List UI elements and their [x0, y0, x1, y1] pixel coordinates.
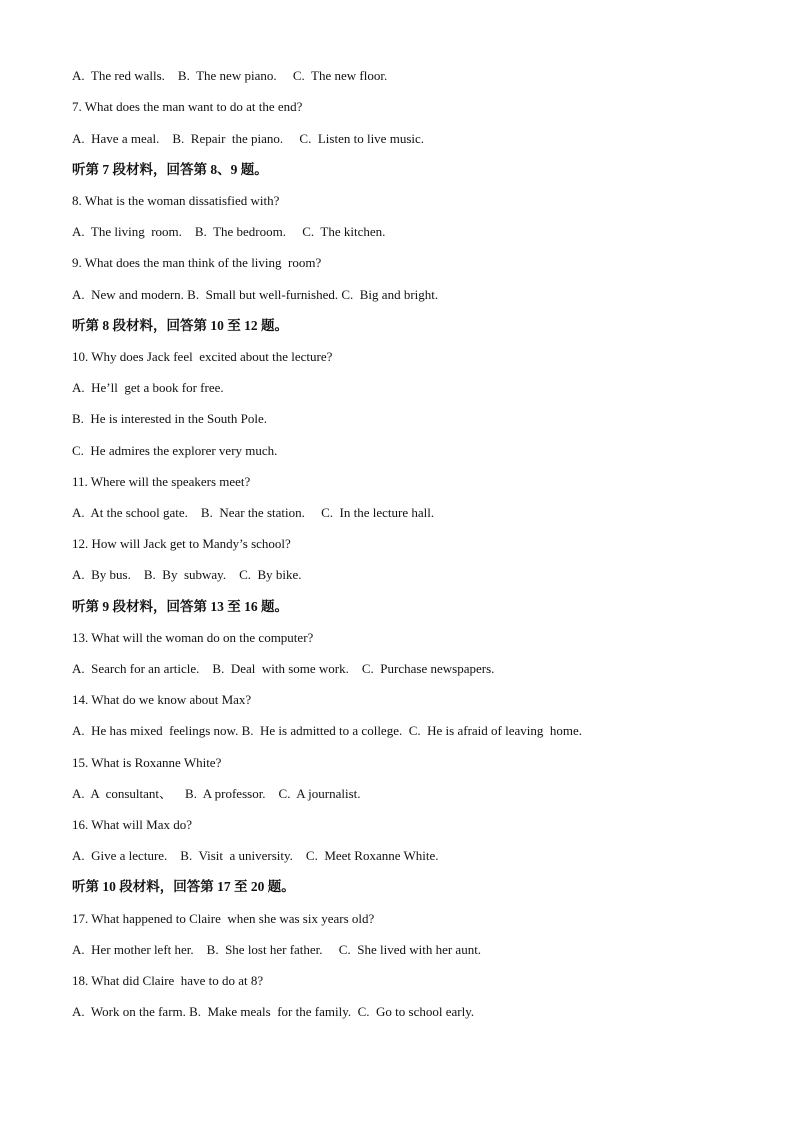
question-13: 13. What will the woman do on the computer?: [72, 630, 314, 645]
option-line-q6: A. The red walls. B. The new piano. C. The new floor.: [72, 68, 388, 83]
option-line-q13: A. Search for an article. B. Deal with some work. C. Purchase newspapers.: [72, 661, 495, 676]
option-line-q9: A. New and modern. B. Small but well-furnished. C. Big and bright.: [72, 287, 439, 302]
question-9: 9. What does the man think of the living room?: [72, 255, 322, 270]
option-line-q14: A. He has mixed feelings now. B. He is admitted to a college. C. He is afraid of leaving home.: [72, 723, 583, 738]
section-heading-9: 听第 9 段材料，回答第 13 至 16 题。: [72, 599, 288, 614]
section-heading-7: 听第 7 段材料，回答第 8、9 题。: [72, 162, 268, 177]
option-line-q8: A. The living room. B. The bedroom. C. The kitchen.: [72, 224, 386, 239]
section-heading-10: 听第 10 段材料，回答第 17 至 20 题。: [72, 879, 295, 894]
question-14: 14. What do we know about Max?: [72, 692, 252, 707]
option-line-q15: A. A consultant、 B. A professor. C. A journalist.: [72, 786, 361, 801]
option-line-q18: A. Work on the farm. B. Make meals for the family. C. Go to school early.: [72, 1004, 475, 1019]
question-18: 18. What did Claire have to do at 8?: [72, 973, 264, 988]
question-10: 10. Why does Jack feel excited about the lecture?: [72, 349, 333, 364]
option-line-q11: A. At the school gate. B. Near the station. C. In the lecture hall.: [72, 505, 435, 520]
question-15: 15. What is Roxanne White?: [72, 755, 222, 770]
option-line-q7: A. Have a meal. B. Repair the piano. C. Listen to live music.: [72, 131, 425, 146]
option-q10-a: A. He’ll get a book for free.: [72, 380, 224, 395]
question-11: 11. Where will the speakers meet?: [72, 474, 251, 489]
option-line-q17: A. Her mother left her. B. She lost her father. C. She lived with her aunt.: [72, 942, 482, 957]
option-line-q12: A. By bus. B. By subway. C. By bike.: [72, 567, 302, 582]
option-line-q16: A. Give a lecture. B. Visit a university. C. Meet Roxanne White.: [72, 848, 439, 863]
question-8: 8. What is the woman dissatisfied with?: [72, 193, 280, 208]
section-heading-8: 听第 8 段材料，回答第 10 至 12 题。: [72, 318, 288, 333]
question-17: 17. What happened to Claire when she was six years old?: [72, 911, 375, 926]
question-7: 7. What does the man want to do at the end?: [72, 99, 303, 114]
question-12: 12. How will Jack get to Mandy’s school?: [72, 536, 291, 551]
option-q10-c: C. He admires the explorer very much.: [72, 443, 278, 458]
question-16: 16. What will Max do?: [72, 817, 192, 832]
option-q10-b: B. He is interested in the South Pole.: [72, 411, 267, 426]
